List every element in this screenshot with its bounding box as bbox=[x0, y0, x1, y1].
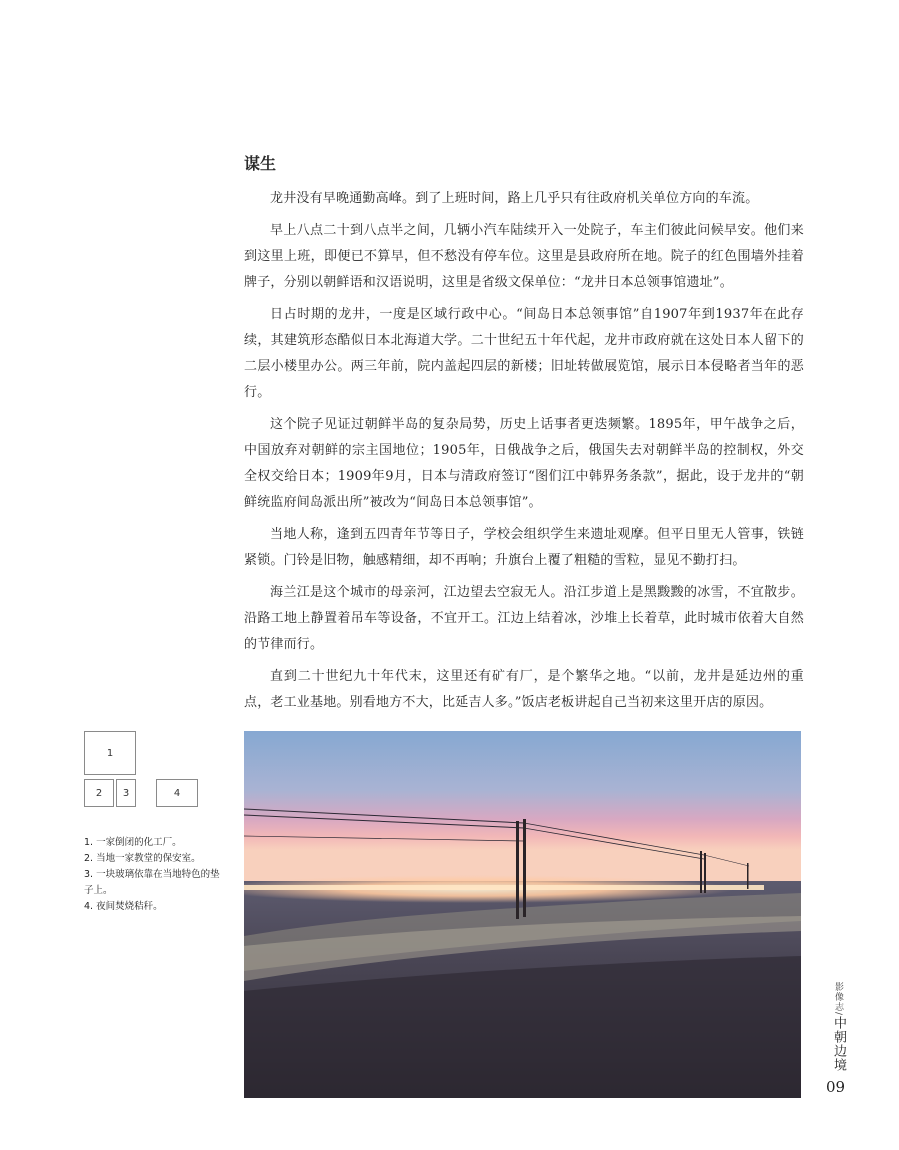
article-paragraph: 龙井没有早晚通勤高峰。到了上班时间，路上几乎只有往政府机关单位方向的车流。 bbox=[270, 191, 759, 206]
layout-box-4: 4 bbox=[156, 779, 198, 807]
article-heading: 谋生 bbox=[244, 154, 277, 173]
article-paragraph: 日占时期的龙井，一度是区域行政中心。“间岛日本总领事馆”自1907年到1937年在此存续，其建筑形态酷似日本北海道大学。二十世纪五十年代起，龙井市政府就在这处日本人留下的二层小楼里办公。两三年前，院内盖起四层的新楼；旧址转做展览馆，展示日本侵略者当年的恶行。 bbox=[244, 307, 804, 400]
article-paragraph: 海兰江是这个城市的母亲河，江边望去空寂无人。沿江步道上是黑黢黢的冰雪，不宜散步。沿路工地上静置着吊车等设备，不宜开工。江边上结着冰，沙堆上长着草，此时城市依着大自然的节律而行。 bbox=[244, 585, 804, 652]
article-paragraph: 直到二十世纪九十年代末，这里还有矿有厂，是个繁华之地。“以前，龙井是延边州的重点，老工业基地。别看地方不大，比延吉人多。”饭店老板讲起自己当初来这里开店的原因。 bbox=[244, 669, 804, 710]
layout-box-3: 3 bbox=[116, 779, 136, 807]
caption-1: 1. 一家倒闭的化工厂。 bbox=[84, 837, 182, 848]
article bbox=[244, 152, 804, 722]
caption-3: 3. 一块玻璃依靠在当地特色的垫子上。 bbox=[84, 869, 220, 896]
magazine-name: 影像志 bbox=[833, 982, 843, 1012]
caption-2: 2. 当地一家教堂的保安室。 bbox=[84, 853, 201, 864]
section-title-vertical bbox=[829, 982, 848, 1072]
photo-burning-straw-night bbox=[244, 731, 801, 1098]
section-name: 中朝边境 bbox=[831, 1016, 846, 1073]
photo-scene bbox=[244, 731, 801, 1098]
layout-box-1: 1 bbox=[84, 731, 136, 775]
article-paragraph: 早上八点二十到八点半之间，几辆小汽车陆续开入一处院子，车主们彼此问候早安。他们来到这里上班，即便已不算早，但不愁没有停车位。这里是县政府所在地。院子的红色围墙外挂着牌子，分别以朝鲜语和汉语说明，这里是省级文保单位：“龙井日本总领事馆遗址”。 bbox=[244, 223, 804, 290]
article-paragraph: 当地人称，逢到五四青年节等日子，学校会组织学生来遗址观摩。但平日里无人管事，铁链紧锁。门铃是旧物，触感精细，却不再响；升旗台上覆了粗糙的雪粒，显见不勤打扫。 bbox=[244, 527, 804, 568]
caption-4: 4. 夜间焚烧秸秆。 bbox=[84, 901, 163, 912]
layout-box-2: 2 bbox=[84, 779, 114, 807]
title-separator: / bbox=[833, 1012, 843, 1017]
photo-captions bbox=[84, 835, 224, 915]
article-paragraph: 这个院子见证过朝鲜半岛的复杂局势，历史上话事者更迭频繁。1895年，甲午战争之后，中国放弃对朝鲜的宗主国地位；1905年，日俄战争之后，俄国失去对朝鲜半岛的控制权，外交全权交给日本；1909年9月，日本与清政府签订“图们江中韩界务条款”，据此，设于龙井的“朝鲜统监府间岛派出所”被改为“间岛日本总领事馆”。 bbox=[244, 417, 804, 510]
page-number: 09 bbox=[826, 1078, 846, 1096]
